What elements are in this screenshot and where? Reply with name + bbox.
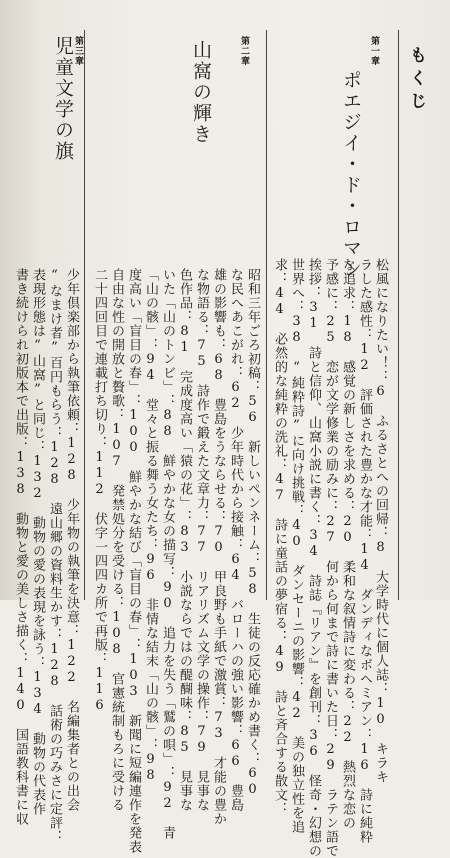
- chapter-2-entry: いた「山のトンビ」：88 鮮やかな女の描写：90 追力を失う「鷲の唄」：92 青: [160, 268, 175, 840]
- chapter-1-entry: 求：44 必然的な純粋の洗礼：47 詩に童話の夢宿る：49 詩と斉合する散文：: [272, 258, 287, 816]
- chapter-3-title: 児童文学の旗: [52, 36, 74, 162]
- chapter-1-number: 第一章: [369, 36, 379, 66]
- chapter-divider: [84, 30, 85, 600]
- chapter-3-entry: 表現形態は“山窩”と同じ：132 動物の愛の表現を詠う：134 動物の代表作: [30, 268, 45, 816]
- chapter-1-entry: 予感に：25 恋が文学修業の励みに：27 何から何まで詩に書いた日：29 ラテン語で: [323, 258, 338, 858]
- chapter-1-entry: 挨拶：31 詩と信仰、山窩小説に書く：34 詩誌『リアン』を創刊：36 怪奇・幻想の: [306, 258, 321, 858]
- chapter-2-entry: 「山の骸」：94 堂々と振る舞う女たち：96 非情な結末「山の骸」：98: [143, 268, 158, 784]
- chapter-3-entry: 少年倶楽部から執筆依頼：128 少年物の執筆を決意：122 名編集者との出会: [64, 268, 79, 812]
- contents-title: もくじ: [406, 46, 426, 115]
- chapter-2-entry: 色作品：81 完成度高い「猿の花」：83 小説ならではの醍醐味：85 見事な: [177, 268, 192, 812]
- chapter-1-entry: 松風になりたい！：6 ふるさとへの回帰：8 大学時代に個人誌：10 キラキ: [373, 258, 388, 784]
- chapter-2-entry: な物語る：75 詩作で鍛えた文章力：77 リアリズム文学の操作：79 見事な: [194, 268, 209, 812]
- chapter-divider: [266, 30, 267, 600]
- chapter-2-entry: な民へあこがれ：62 少年時代から接触：64 バローハの強い影響：66 豊島: [228, 268, 243, 812]
- chapter-2-entry: 自由な性の開放と贅歌：107 発禁処分を受ける：108 官憲統制もろに受ける: [109, 268, 124, 812]
- chapter-1-entry: な追求：18 感覚の新しさを求める：20 柔和な叙情詩に変わる：22 熱烈な恋の: [340, 258, 355, 830]
- chapter-2-entry: 二十四回目で連載打ち切り：112 伏字一四四カ所で再版：116: [92, 268, 107, 714]
- chapter-1-entry: 世界へ：38 “純粋詩”に向け挑戦：40 ダンセーニの影響：42 美の独立性を追: [289, 258, 304, 834]
- chapter-2-number: 第二章: [239, 36, 249, 66]
- chapter-2-entry: 度高い「盲目の春」：100 鮮やかな結び「盲目の春」：103 新聞に短編連作を発表: [126, 268, 141, 854]
- header-divider: [398, 30, 399, 600]
- chapter-1-entry: ラした感性：12 評価された豊かな才能：14 ダンディなボヘミアン：16 詩に純粋: [357, 258, 372, 844]
- chapter-3-entry: “なまけ者”百円もらう：128 遠山郷の資料生かす：128 話術の巧みさに定評：: [47, 268, 62, 844]
- chapter-1-title: ポエジイ・ド・ロマン: [340, 70, 362, 280]
- chapter-2-title: 山窩の輝き: [190, 40, 212, 145]
- chapter-2-entry: 雄の影響も：68 豊島をうならせる：70 甲良野も手紙で激賞：73 才能の豊か: [211, 268, 226, 826]
- chapter-3-number: 第三章: [73, 36, 83, 66]
- chapter-2-entry: 昭和三年ごろ初稿：56 新しいペンネーム：58 生徒の反応確かめ書く：60: [245, 268, 260, 798]
- chapter-3-entry: 書き続けられ初版本で出版：138 動物と愛の美しさ描く：140 国語教科書に収: [13, 268, 28, 826]
